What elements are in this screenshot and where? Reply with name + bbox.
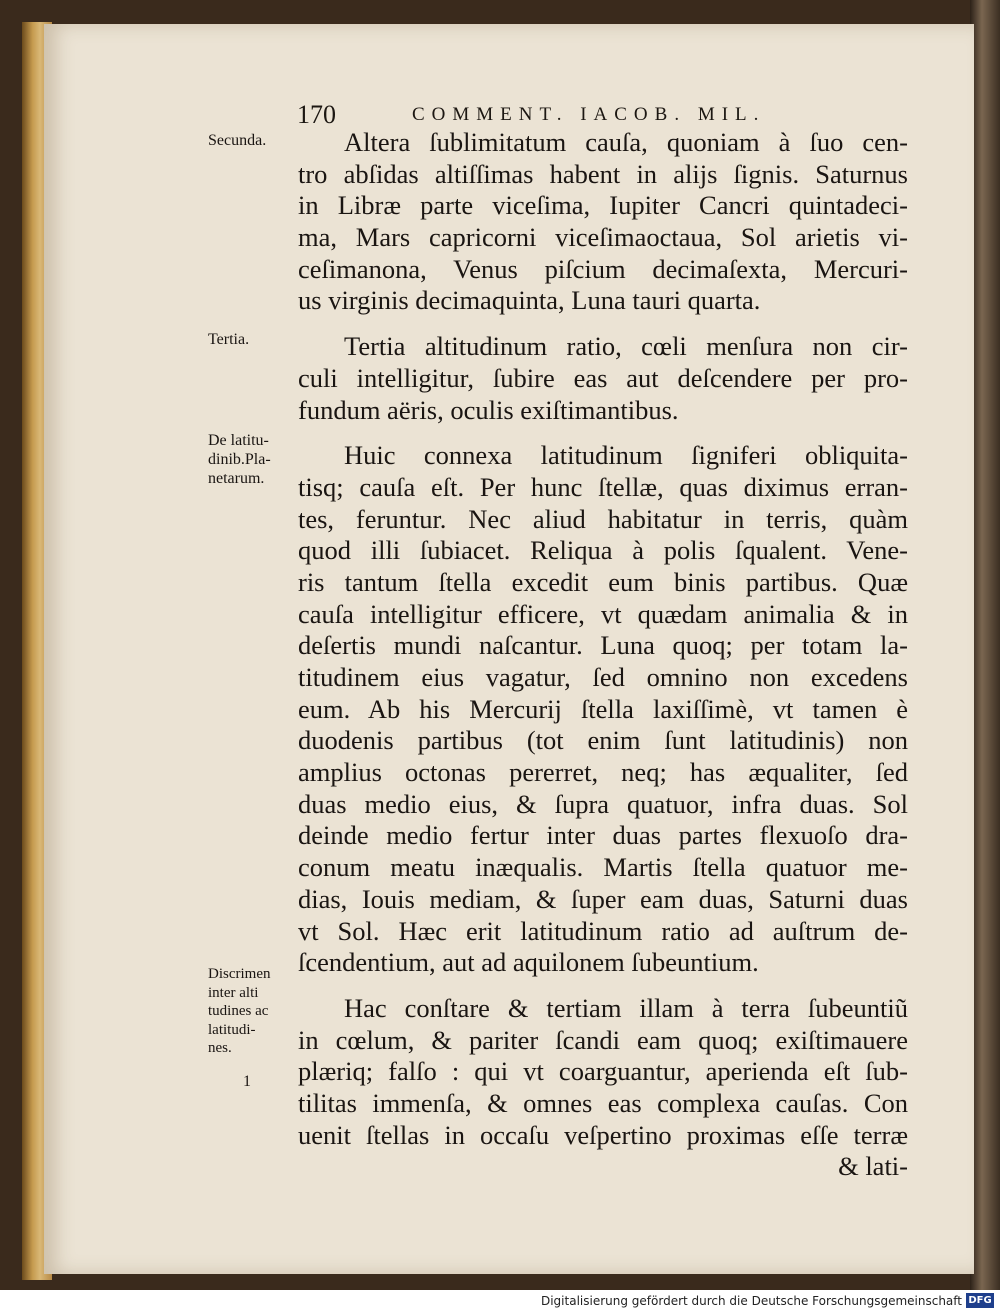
margin-note-discrimen: Discrimen inter alti tudines ac latitudi- nes. (208, 966, 271, 1056)
text-line: Hac conſtare & tertiam illam à terra ſubeuntiũ (344, 992, 908, 1023)
book-fore-edge (970, 0, 1000, 1290)
text-line: vt Sol. Hæc erit latitudinum ratio ad auſtrum de- (298, 915, 908, 946)
text-line: tes, feruntur. Nec aliud habitatur in terris, quàm (298, 503, 908, 534)
digitization-credit: Digitalisierung gefördert durch die Deutsche Forschungsgemeinschaft (540, 1294, 962, 1308)
catchword: & lati- (838, 1151, 908, 1182)
margin-note-secunda: Secunda. (208, 132, 267, 149)
margin-numeral: 1 (243, 1073, 251, 1090)
text-line: eum. Ab his Mercurij ſtella laxiſſimè, vt tamen è (298, 693, 908, 724)
text-line: us virginis decimaquinta, Luna tauri quarta. (298, 285, 761, 316)
text-line: duas medio eius, & ſupra quatuor, infra duas. Sol (298, 788, 908, 819)
dfg-logo: DFG (966, 1293, 994, 1308)
paragraph (298, 993, 908, 1151)
text-line: ris tantum ſtella excedit eum binis partibus. Quæ (298, 566, 908, 597)
text-line: plæriq; falſo : qui vt coarguantur, aperienda eſt ſub- (298, 1056, 908, 1087)
margin-note-latitudines: De latitu- dinib.Pla- netarum. (208, 432, 271, 487)
paragraph (298, 440, 908, 979)
text-line: fundum aëris, oculis exiſtimantibus. (298, 394, 679, 425)
paragraph (298, 331, 908, 426)
text-line: quod illi ſubiacet. Reliqua à polis ſqualent. Vene- (298, 535, 908, 566)
text-line: ceſimanona, Venus piſcium decimaſexta, Mercuri- (298, 253, 908, 284)
text-line: Altera ſublimitatum cauſa, quoniam à ſuo cen- (344, 127, 908, 157)
text-line: culi intelligitur, ſubire eas aut deſcendere per pro- (298, 362, 908, 393)
text-line: Tertia altitudinum ratio, cœli menſura non cir- (344, 331, 908, 362)
text-line: deinde medio fertur inter duas partes flexuoſo dra- (298, 820, 908, 851)
margin-note-tertia: Tertia. (208, 331, 250, 348)
text-line: ſcendentium, aut ad aquilonem ſubeuntium. (298, 947, 759, 978)
main-text (298, 127, 908, 1183)
text-line: tro abſidas altiſſimas habent in alijs ſignis. Saturnus (298, 158, 908, 189)
text-line: uenit ſtellas in occaſu veſpertino proximas eſſe terræ (298, 1119, 908, 1150)
text-line: tilitas immenſa, & omnes eas complexa cauſas. Con (298, 1087, 908, 1118)
text-line: in Libræ parte viceſima, Iupiter Cancri quintadeci- (298, 190, 908, 221)
text-line: dias, Iouis mediam, & ſuper eam duas, Saturni duas (298, 883, 908, 914)
text-line: conum meatu inæqualis. Martis ſtella quatuor me- (298, 852, 908, 883)
text-line: ma, Mars capricorni viceſimaoctaua, Sol arietis vi- (298, 222, 908, 253)
text-line: tisq; cauſa eſt. Per hunc ſtellæ, quas diximus erran- (298, 471, 908, 502)
running-title: COMMENT. IACOB. MIL. (412, 104, 766, 125)
paragraph (298, 127, 908, 317)
text-line: amplius octonas pererret, neq; has æqualiter, ſed (298, 757, 908, 788)
text-line: in cœlum, & pariter ſcandi eam quoq; exiſtimauere (298, 1024, 908, 1055)
text-line: deſertis mundi naſcantur. Luna quoq; per totam la- (298, 630, 908, 661)
text-line: titudinem eius vagatur, ſed omnino non excedens (298, 662, 908, 692)
page-number: 170 (297, 100, 336, 129)
text-line: duodenis partibus (tot enim ſunt latitudinis) non (298, 725, 908, 756)
footer (0, 1290, 1000, 1313)
text-line: cauſa intelligitur efficere, vt quædam animalia & in (298, 598, 908, 629)
text-line: Huic connexa latitudinum ſigniferi obliquita- (344, 440, 908, 471)
